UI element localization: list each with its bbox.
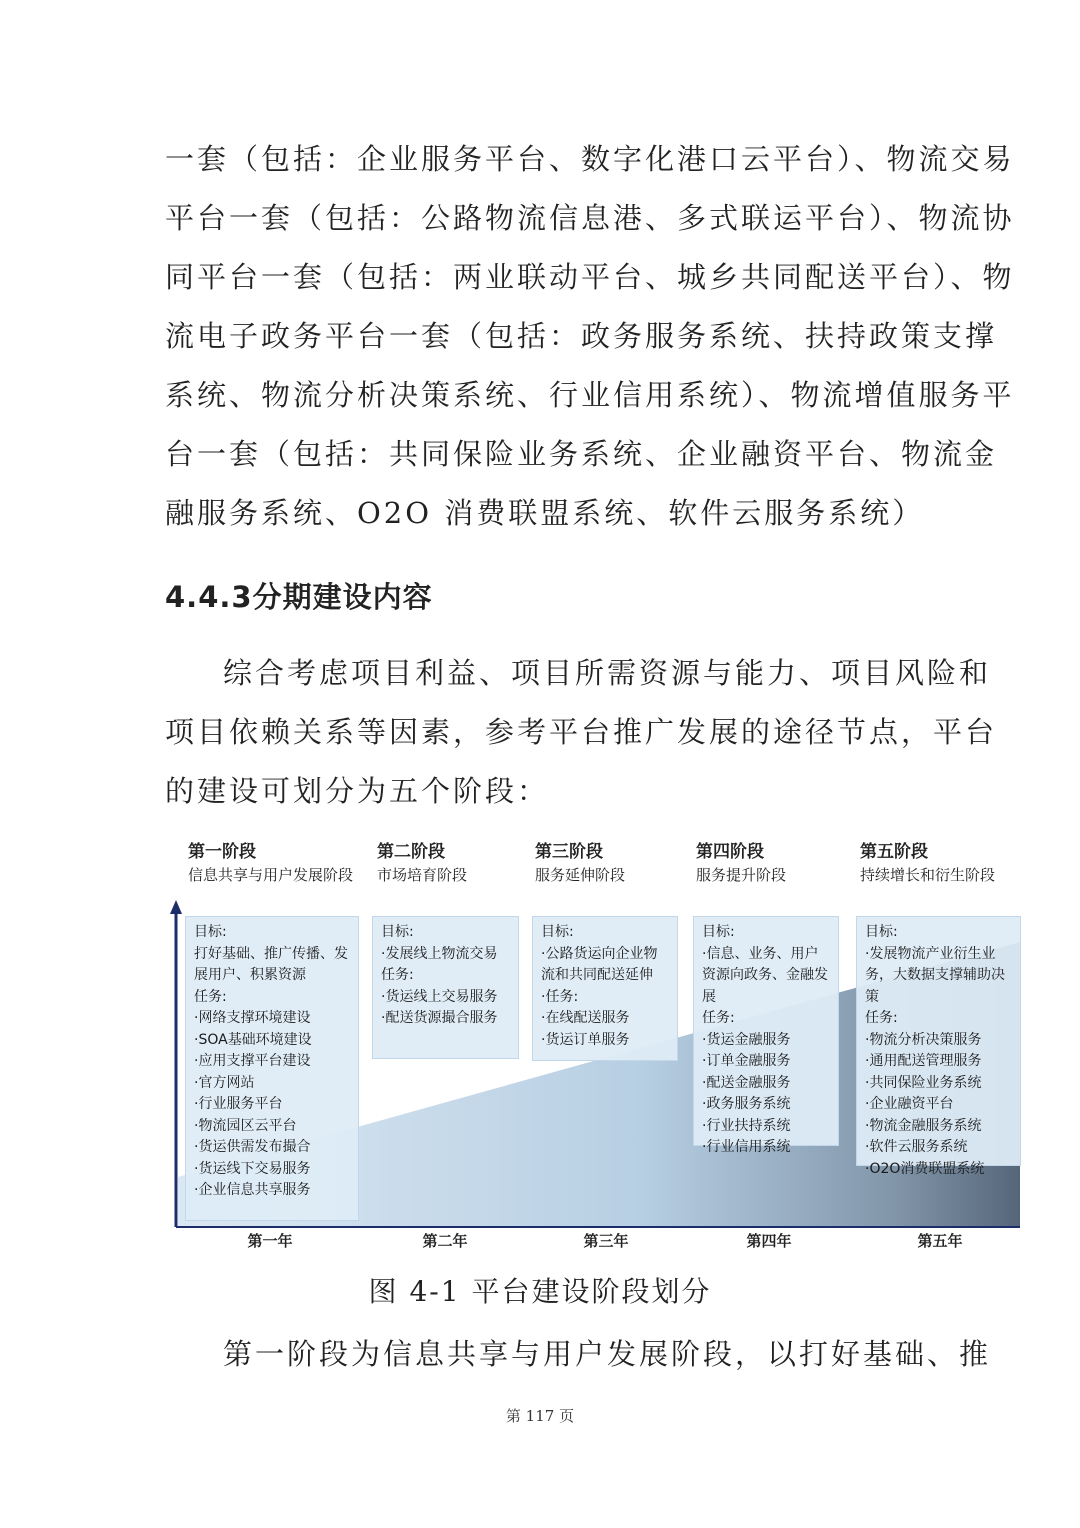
box-line: 目标: <box>381 924 414 940</box>
box-line: ·配送金融服务 <box>702 1074 791 1091</box>
box-line: ·应用支撑平台建设 <box>194 1053 311 1069</box>
phase-subtitle: 持续增长和衍生阶段 <box>860 866 996 884</box>
year-label: 第二年 <box>422 1232 468 1250</box>
text-line: 同平台一套（包括：两业联动平台、城乡共同配送平台）、物 <box>165 260 1015 294</box>
text-line: 一套（包括：企业服务平台、数字化港口云平台）、物流交易 <box>165 142 1015 176</box>
year-label: 第五年 <box>917 1232 963 1250</box>
box-line: ·物流分析决策服务 <box>865 1031 982 1048</box>
box-line: 任务: <box>865 1010 898 1026</box>
box-line: ·物流园区云平台 <box>194 1117 297 1134</box>
phase-subtitle: 市场培育阶段 <box>377 866 468 884</box>
section-heading: 4.4.3分期建设内容 <box>165 580 433 614</box>
text-line: 综合考虑项目利益、项目所需资源与能力、项目风险和 <box>223 656 992 690</box>
box-line: 任务: <box>702 1010 735 1026</box>
box-line: 目标: <box>541 924 574 940</box>
year-label: 第一年 <box>247 1232 293 1250</box>
box-line: ·货运供需发布撮合 <box>194 1139 311 1155</box>
text-line: 第一阶段为信息共享与用户发展阶段，以打好基础、推 <box>223 1337 992 1371</box>
box-line: 任务: <box>381 967 414 983</box>
year-label: 第四年 <box>746 1232 792 1250</box>
paragraph-phase-one <box>165 1325 992 1384</box>
text-line: 融服务系统、O2O 消费联盟系统、软件云服务系统） <box>165 496 925 530</box>
box-line: ·企业融资平台 <box>865 1096 954 1112</box>
text-line: 台一套（包括：共同保险业务系统、企业融资平台、物流金 <box>165 437 998 471</box>
phase-5-header <box>860 840 995 886</box>
box-line: ·配送货源撮合服务 <box>381 1010 498 1026</box>
text-line: 流电子政务平台一套（包括：政务服务系统、扶持政策支撑 <box>165 319 998 353</box>
box-line: ·网络支撑环境建设 <box>194 1010 311 1026</box>
box-line: 任务: <box>194 988 227 1005</box>
box-line: ·发展线上物流交易 <box>381 945 498 962</box>
box-line: ·订单金融服务 <box>702 1053 791 1069</box>
phase-subtitle: 信息共享与用户发展阶段 <box>188 866 354 884</box>
box-line: 目标: <box>702 924 735 940</box>
phase-4-header <box>696 840 786 886</box>
phase-2-box <box>372 916 519 1059</box>
box-line: ·货运线下交易服务 <box>194 1160 311 1177</box>
box-line: ·O2O消费联盟系统 <box>865 1160 985 1177</box>
phase-title: 第五阶段 <box>860 842 928 862</box>
paragraph-intro-phases <box>165 644 998 821</box>
phase-title: 第三阶段 <box>535 842 603 862</box>
phase-1-box <box>185 916 359 1221</box>
box-line: ·信息、业务、用户资源向政务、金融发展 <box>702 945 828 1005</box>
phase-3-box <box>532 916 678 1061</box>
box-line: ·行业服务平台 <box>194 1096 283 1112</box>
year-label: 第三年 <box>583 1232 629 1250</box>
box-line: 目标: <box>194 924 227 940</box>
phase-diagram <box>170 832 1025 1257</box>
text-line: 的建设可划分为五个阶段： <box>165 774 550 808</box>
phase-1-header <box>188 840 353 886</box>
text-line: 平台一套（包括：公路物流信息港、多式联运平台）、物流协 <box>165 201 1015 235</box>
phase-5-box <box>856 916 1021 1177</box>
box-line: ·行业扶持系统 <box>702 1117 791 1134</box>
page-number: 第 117 页 <box>505 1407 575 1425</box>
phase-subtitle: 服务延伸阶段 <box>535 866 626 884</box>
box-line: ·企业信息共享服务 <box>194 1182 311 1198</box>
box-line: ·公路货运向企业物流和共同配送延伸 <box>541 945 658 983</box>
phase-2-header <box>377 840 467 886</box>
phase-title: 第四阶段 <box>696 842 764 862</box>
box-line: ·官方网站 <box>194 1074 255 1091</box>
figure-caption: 图 4-1 平台建设阶段划分 <box>368 1275 712 1308</box>
text-line: 项目依赖关系等因素，参考平台推广发展的途径节点，平台 <box>165 715 998 749</box>
box-line: ·发展物流产业衍生业务，大数据支撑辅助决策 <box>865 945 1005 1005</box>
box-line: ·货运订单服务 <box>541 1031 630 1048</box>
phase-subtitle: 服务提升阶段 <box>696 866 787 884</box>
box-line: 打好基础、推广传播、发展用户、积累资源 <box>194 945 348 983</box>
phase-title: 第一阶段 <box>188 842 256 862</box>
paragraph-platform-list <box>165 130 1015 543</box>
box-line: 目标: <box>865 924 898 940</box>
box-line: ·货运金融服务 <box>702 1031 791 1048</box>
box-line: ·软件云服务系统 <box>865 1139 968 1155</box>
box-line: ·任务: <box>541 988 579 1005</box>
box-line: ·在线配送服务 <box>541 1010 630 1026</box>
y-axis-arrow-icon <box>170 900 182 914</box>
box-line: ·行业信用系统 <box>702 1139 791 1155</box>
phase-title: 第二阶段 <box>377 842 445 862</box>
box-line: ·SOA基础环境建设 <box>194 1031 312 1048</box>
phase-3-header <box>535 840 625 886</box>
box-line: ·通用配送管理服务 <box>865 1053 982 1069</box>
box-line: ·物流金融服务系统 <box>865 1117 982 1134</box>
box-line: ·货运线上交易服务 <box>381 988 498 1005</box>
box-line: ·政务服务系统 <box>702 1096 791 1112</box>
text-line: 系统、物流分析决策系统、行业信用系统）、物流增值服务平 <box>165 378 1015 412</box>
phase-4-box <box>693 916 839 1155</box>
box-line: ·共同保险业务系统 <box>865 1074 982 1091</box>
